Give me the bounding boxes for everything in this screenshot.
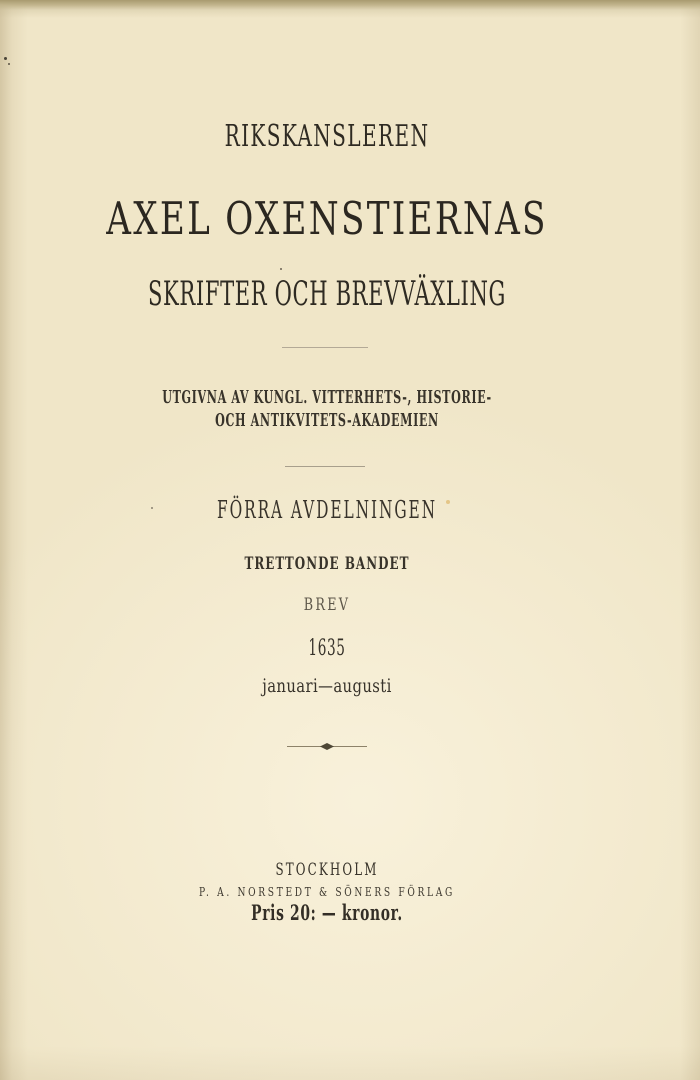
paper-speck — [151, 507, 153, 509]
separator-rule-top — [282, 347, 368, 348]
pretitle: RIKSKANSLEREN — [224, 119, 430, 154]
year: 1635 — [308, 636, 346, 661]
imprint-price: Pris 20: — kronor. — [251, 900, 403, 925]
issued-by — [124, 386, 529, 432]
ornament-divider — [287, 742, 367, 751]
issued-by-line2: OCH ANTIKVITETS-AKADEMIEN — [215, 410, 439, 431]
subtitle: SKRIFTER OCH BREVVÄXLING — [147, 274, 507, 314]
issued-by-line1: UTGIVNA AV KUNGL. VITTERHETS-, HISTORIE- — [162, 387, 492, 408]
paper-speck — [280, 268, 282, 270]
paper-speck — [4, 57, 7, 60]
main-title: AXEL OXENSTIERNAS — [106, 192, 548, 245]
date-range: januari—augusti — [262, 675, 392, 697]
paper-speck — [446, 500, 450, 504]
diamond-ornament-icon — [320, 743, 334, 750]
series-title: FÖRRA AVDELNINGEN — [216, 496, 438, 524]
volume-title: TRETTONDE BANDET — [244, 554, 410, 574]
paper-speck — [8, 63, 10, 65]
content-type: BREV — [303, 595, 351, 615]
imprint-city: STOCKHOLM — [275, 860, 379, 880]
separator-rule-middle — [285, 466, 365, 467]
imprint-publisher: P. A. NORSTEDT & SÖNERS FÖRLAG — [199, 885, 455, 899]
